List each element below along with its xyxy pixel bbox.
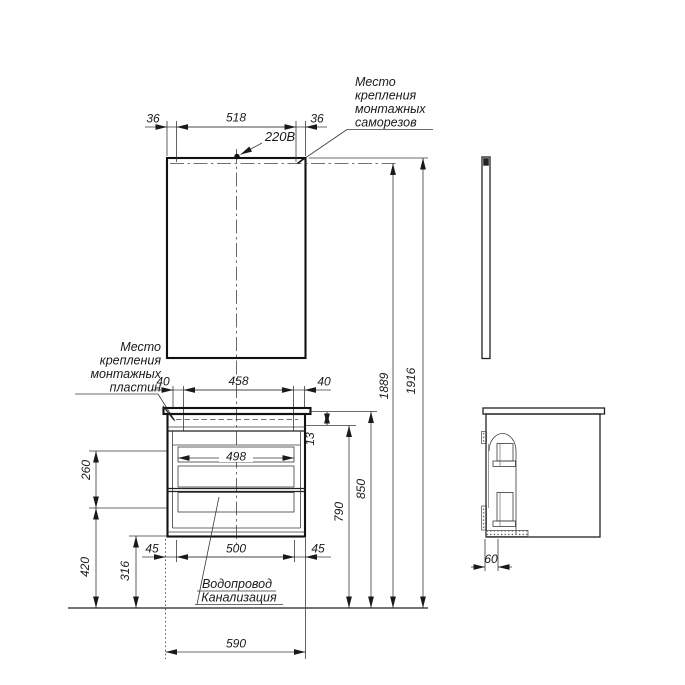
dim-drawer-front-width: 498 — [225, 449, 247, 464]
dim-cabinet-width: 590 — [225, 636, 247, 651]
screws-note — [306, 75, 433, 158]
cabinet-side-view — [471, 408, 605, 571]
dim-connection-zone-height: 316 — [118, 560, 132, 582]
dim-total-height: 1916 — [404, 367, 418, 395]
plumbing-note-line2: Канализация — [201, 590, 277, 605]
dim-bottom-right-margin: 45 — [311, 541, 325, 556]
bottom-rail-section — [486, 531, 528, 537]
upper-drawer-profile — [497, 444, 513, 462]
dim-mount-line-height: 1889 — [377, 372, 391, 400]
screws-note-line4: саморезов — [355, 115, 417, 130]
dim-bottom-span: 500 — [225, 541, 247, 556]
mirror-side-view — [482, 157, 490, 359]
wall-mount-block-lower — [482, 506, 487, 530]
plates-note-line4: пластин — [109, 380, 161, 395]
wall-mount-block-upper — [482, 432, 487, 444]
dim-top-screw-span: 518 — [225, 110, 247, 125]
screws-note-line2: крепления — [355, 88, 417, 103]
plates-note-line2: крепления — [99, 353, 161, 368]
left-dimension-group — [78, 451, 167, 608]
dim-bottom-left-margin: 45 — [145, 541, 159, 556]
dim-floor-clearance: 420 — [78, 556, 92, 578]
dim-countertop-gap: 13 — [303, 432, 317, 446]
plates-note-line3: монтажных — [90, 367, 161, 381]
dim-drawer-zone-height: 260 — [79, 459, 93, 481]
plumbing-note-line1: Водопровод — [201, 577, 273, 591]
lower-drawer-profile — [497, 493, 513, 522]
drawer-front-hatch-2 — [178, 466, 294, 487]
dim-cabinet-body-height: 790 — [332, 501, 346, 523]
dim-top-left-margin: 36 — [146, 111, 160, 126]
power-point-dot — [234, 154, 239, 159]
dim-plate-right-offset: 40 — [317, 374, 331, 389]
plates-note-line1: Место — [120, 340, 161, 354]
siphon-arch — [489, 434, 516, 536]
dim-plate-span: 458 — [228, 374, 249, 388]
dim-top-right-margin: 36 — [310, 111, 324, 126]
power-label: 220В — [264, 129, 296, 144]
mirror-side-cap — [483, 158, 489, 166]
dim-wall-offset: 60 — [484, 552, 498, 566]
dim-plate-left-offset: 40 — [156, 374, 170, 389]
power-callout — [241, 129, 296, 155]
dim-worktop-height: 850 — [354, 478, 368, 500]
screws-note-line1: Место — [355, 75, 396, 89]
drawer-front-hatch-3 — [178, 493, 294, 513]
screws-note-line3: монтажных — [355, 102, 426, 116]
screws-note-leader — [306, 130, 347, 158]
countertop-side — [483, 408, 605, 414]
